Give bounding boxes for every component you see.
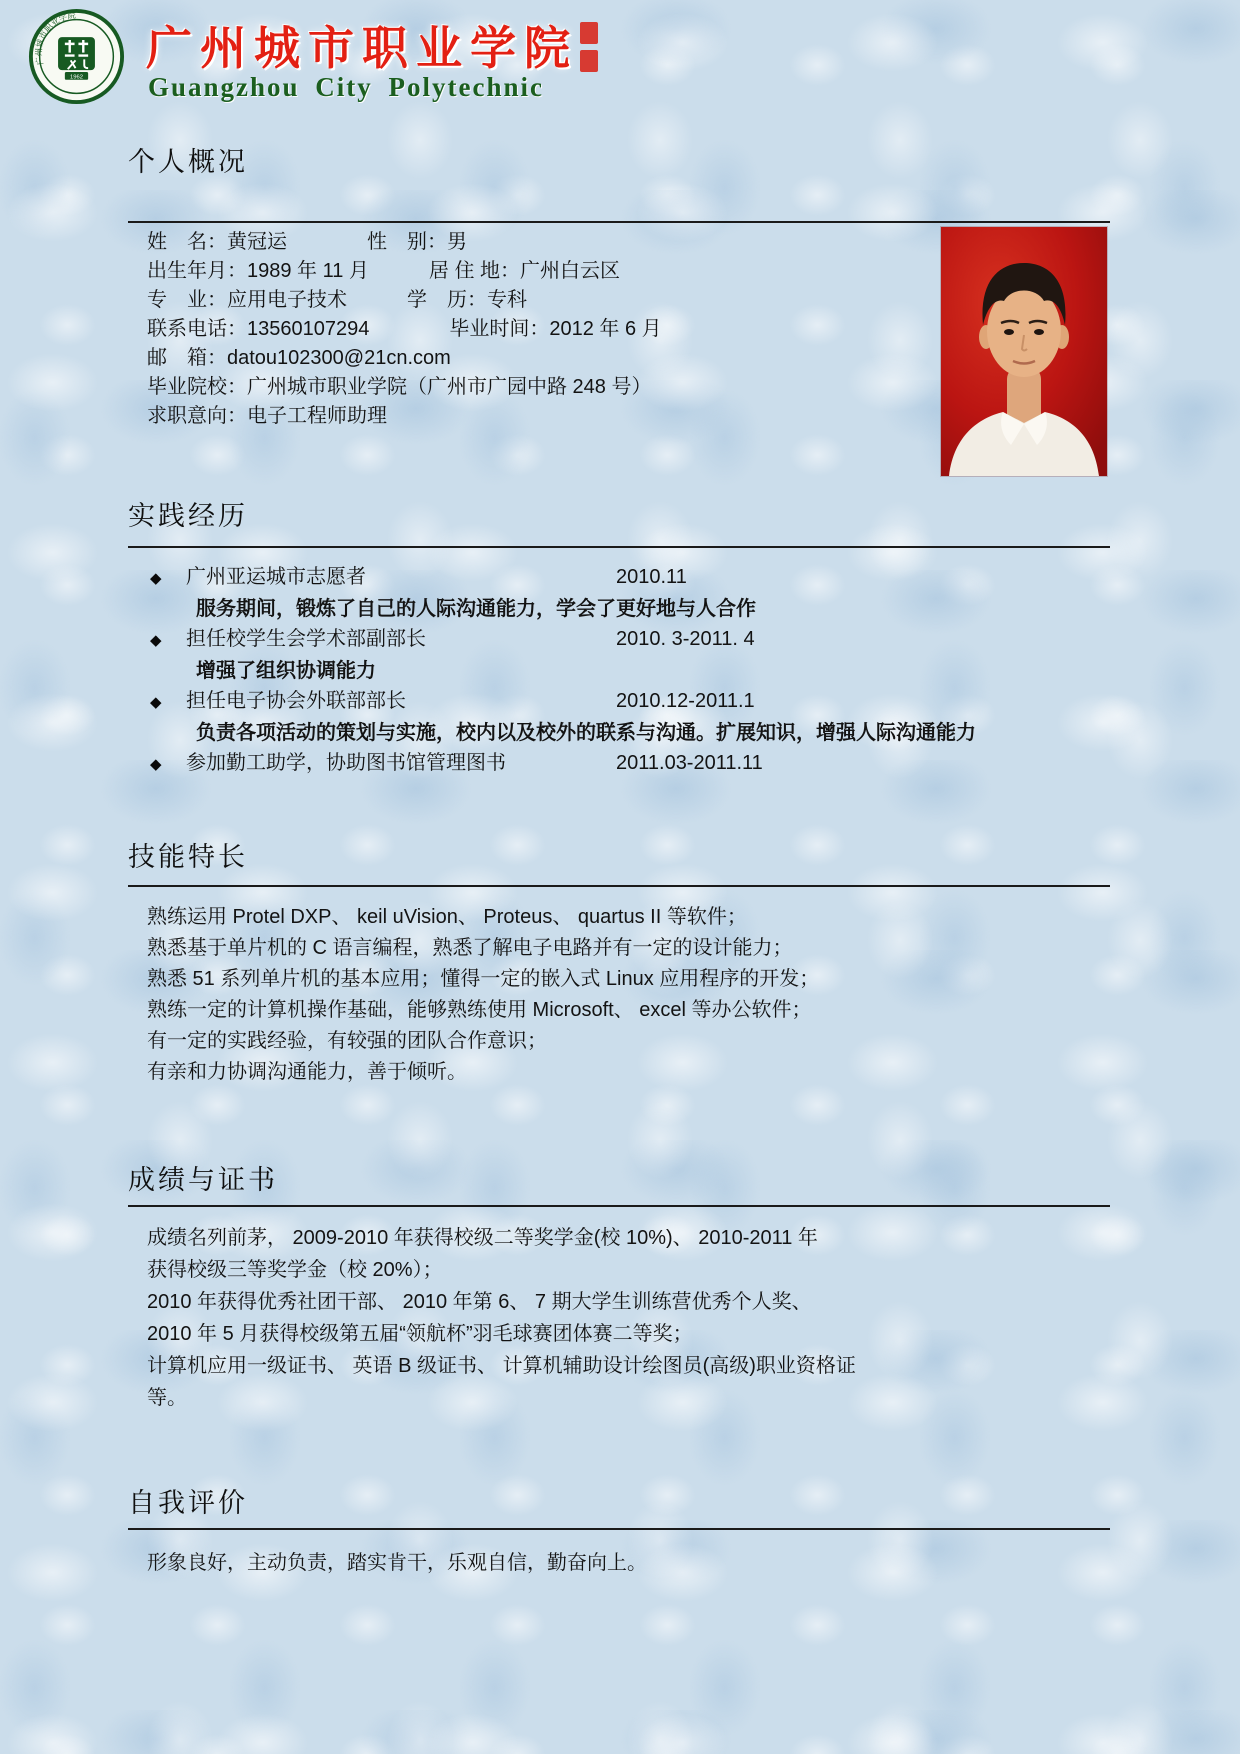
profile-line-name-gender: 姓 名：黄冠运 性 别：男 xyxy=(147,231,467,253)
achievement-line: 计算机应用一级证书、 英语 B 级证书、 计算机辅助设计绘图员(高级)职业资格证 xyxy=(147,1355,856,1377)
skill-line: 有一定的实践经验，有较强的团队合作意识； xyxy=(147,1030,547,1052)
diamond-bullet-icon: ◆ xyxy=(150,570,162,587)
section-divider xyxy=(128,1528,1110,1530)
skill-line: 有亲和力协调沟通能力，善于倾听。 xyxy=(147,1061,467,1083)
experience-note: 服务期间，锻炼了自己的人际沟通能力，学会了更好地与人合作 xyxy=(196,598,756,620)
self-evaluation-text: 形象良好，主动负责，踏实肯干，乐观自信，勤奋向上。 xyxy=(147,1552,647,1574)
section-divider xyxy=(128,885,1110,887)
experience-list xyxy=(150,562,1110,780)
skill-line: 熟练运用 Protel DXP、 keil uVision、 Proteus、 quartus II 等软件； xyxy=(147,906,747,928)
skill-line: 熟练一定的计算机操作基础，能够熟练使用 Microsoft、 excel 等办公软件； xyxy=(147,999,812,1021)
experience-item xyxy=(150,562,1110,594)
school-seal-logo-icon xyxy=(28,8,125,105)
experience-role: 担任校学生会学术部副部长 xyxy=(186,628,426,650)
profile-line-objective: 求职意向：电子工程师助理 xyxy=(147,405,387,427)
svg-text:1962: 1962 xyxy=(70,74,83,81)
experience-note: 负责各项活动的策划与实施，校内以及校外的联系与沟通。扩展知识，增强人际沟通能力 xyxy=(196,722,976,744)
experience-role: 广州亚运城市志愿者 xyxy=(186,566,366,588)
school-name-en: Guangzhou City Polytechnic xyxy=(148,72,545,102)
profile-line-phone-graduation: 联系电话：13560107294 毕业时间：2012 年 6 月 xyxy=(147,318,662,340)
experience-role: 参加勤工助学，协助图书馆管理图书 xyxy=(186,752,506,774)
experience-role: 担任电子协会外联部部长 xyxy=(186,690,406,712)
school-name-zh: 广州城市职业学院 xyxy=(146,21,578,75)
section-title-achievements: 成绩与证书 xyxy=(128,1165,278,1195)
experience-note: 增强了组织协调能力 xyxy=(196,660,376,682)
skill-line: 熟悉基于单片机的 C 语言编程，熟悉了解电子电路并有一定的设计能力； xyxy=(147,937,793,959)
profile-info-block xyxy=(147,228,937,431)
svg-text:广州城市职业学院: 广州城市职业学院 xyxy=(34,10,77,66)
skill-line: 熟悉 51 系列单片机的基本应用；懂得一定的嵌入式 Linux 应用程序的开发； xyxy=(147,968,820,990)
experience-date: 2011.03-2011.11 xyxy=(616,752,763,774)
section-divider xyxy=(128,1205,1110,1207)
achievement-line: 获得校级三等奖学金（校 20%）； xyxy=(147,1259,443,1281)
experience-date: 2010.12-2011.1 xyxy=(616,690,755,712)
achievement-line: 成绩名列前茅， 2009-2010 年获得校级二等奖学金(校 10%)、 2010-2011 年 xyxy=(147,1227,818,1249)
profile-line-email: 邮 箱：datou102300@21cn.com xyxy=(147,347,451,369)
profile-line-major-degree: 专 业：应用电子技术 学 历：专科 xyxy=(147,289,527,311)
achievement-line: 2010 年 5 月获得校级第五届“领航杯”羽毛球赛团体赛二等奖； xyxy=(147,1323,693,1345)
experience-date: 2010. 3-2011. 4 xyxy=(616,628,755,650)
section-title-profile: 个人概况 xyxy=(128,147,248,177)
profile-line-birth-residence: 出生年月：1989 年 11 月 居 住 地：广州白云区 xyxy=(147,260,621,282)
section-divider xyxy=(128,546,1110,548)
section-divider xyxy=(128,221,1110,223)
experience-item xyxy=(150,686,1110,718)
diamond-bullet-icon: ◆ xyxy=(150,694,162,711)
section-title-self-evaluation: 自我评价 xyxy=(128,1488,248,1518)
experience-item xyxy=(150,748,1110,780)
section-title-experience: 实践经历 xyxy=(128,501,248,531)
section-title-skills: 技能特长 xyxy=(128,842,248,872)
achievement-line: 2010 年获得优秀社团干部、 2010 年第 6、 7 期大学生训练营优秀个人奖、 xyxy=(147,1291,812,1313)
profile-line-school: 毕业院校：广州城市职业学院（广州市广园中路 248 号） xyxy=(147,376,652,398)
achievements-block xyxy=(147,1222,856,1414)
experience-item xyxy=(150,624,1110,656)
diamond-bullet-icon: ◆ xyxy=(150,632,162,649)
achievement-line: 等。 xyxy=(147,1387,187,1409)
skills-block xyxy=(147,902,819,1088)
diamond-bullet-icon: ◆ xyxy=(150,756,162,773)
seal-mark-icon xyxy=(580,22,602,88)
experience-date: 2010.11 xyxy=(616,566,687,588)
id-photo xyxy=(941,227,1107,476)
